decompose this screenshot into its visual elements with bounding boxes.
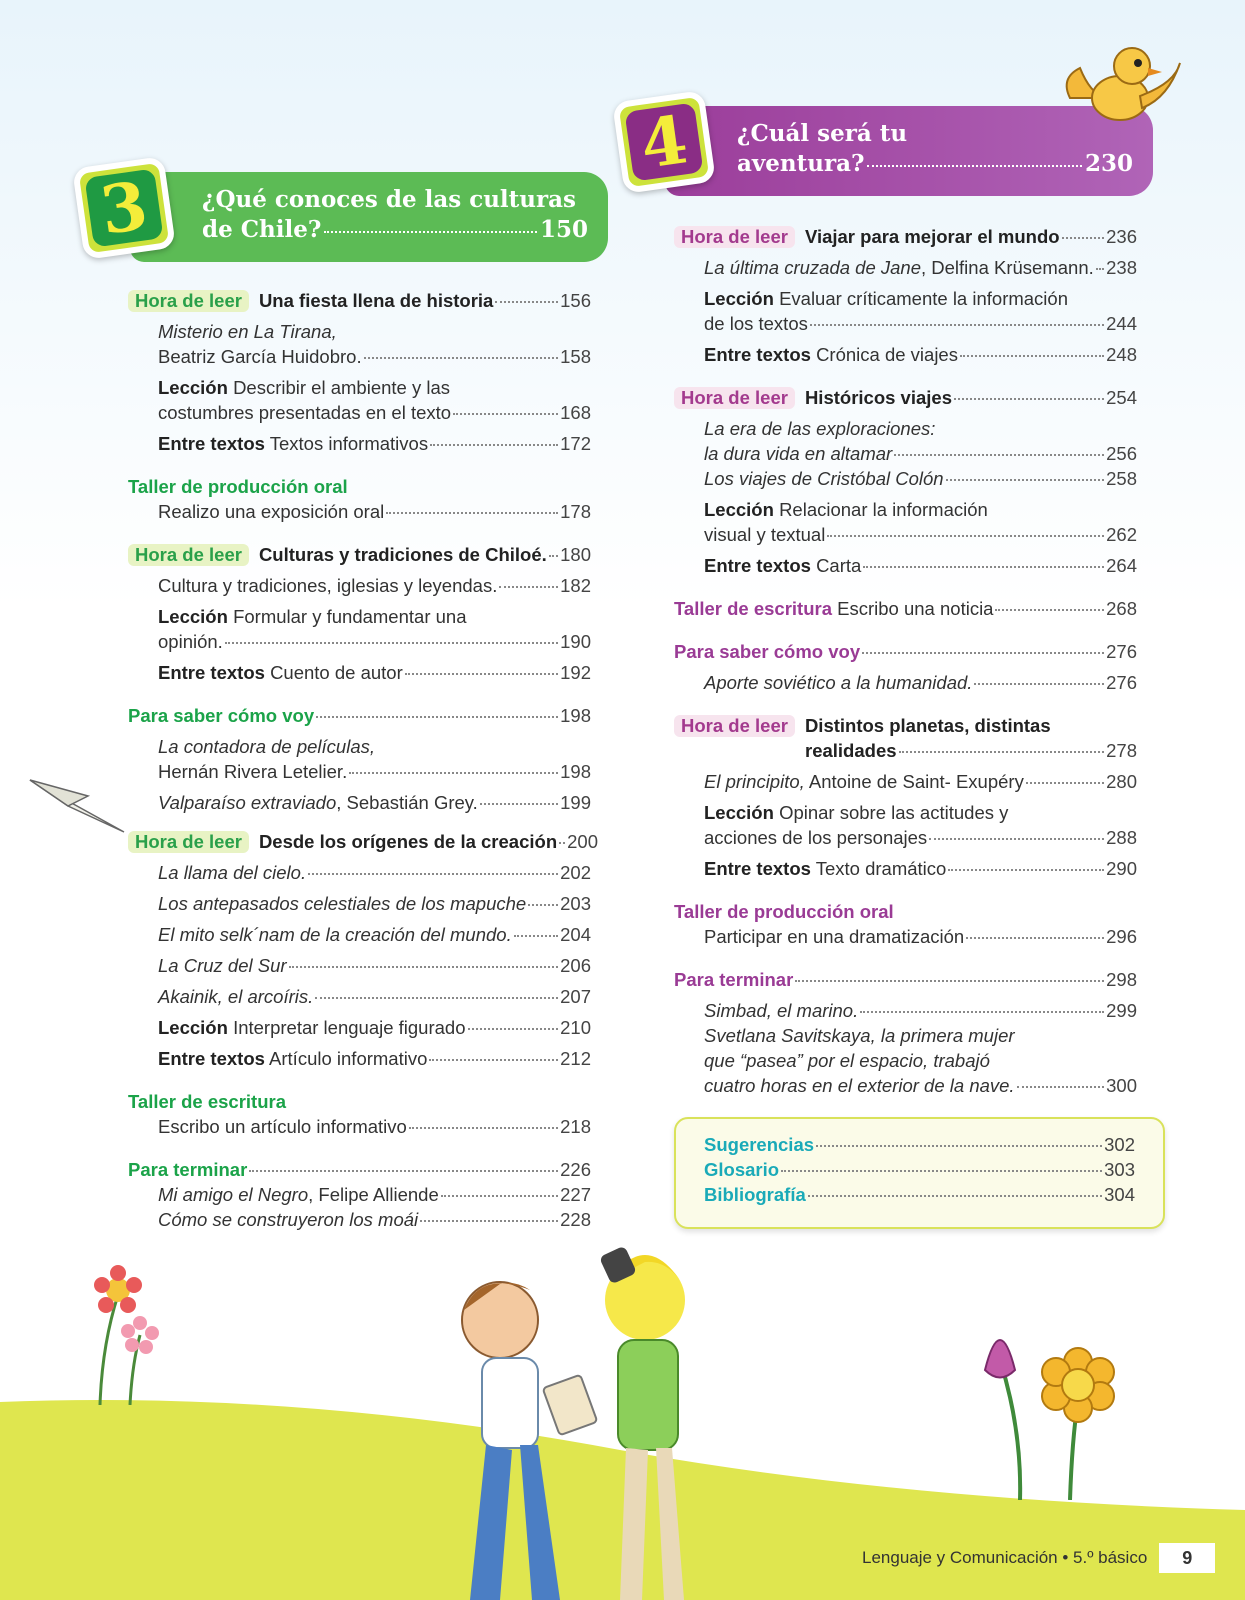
- toc-entry-text: Crónica de viajes: [816, 344, 958, 365]
- unit-4-title-line1: ¿Cuál será tu: [737, 120, 908, 147]
- dot-leader: [549, 555, 558, 557]
- dot-leader: [974, 683, 1104, 685]
- page-number: 210: [560, 1017, 591, 1038]
- toc-entry[interactable]: [674, 998, 1137, 1023]
- toc-entry[interactable]: [128, 344, 591, 369]
- entre-textos-label: Entre textos: [158, 662, 265, 683]
- page-number: 280: [1106, 771, 1137, 792]
- dot-leader: [827, 535, 1104, 537]
- page-number: 199: [560, 792, 591, 813]
- section-title-cont: realidades: [805, 740, 897, 761]
- appendix-label: Glosario: [704, 1159, 780, 1180]
- toc-entry-text: Aporte soviético a la humanidad.: [704, 672, 973, 693]
- toc-entry[interactable]: [674, 553, 1137, 578]
- paper-plane-icon: [28, 776, 128, 836]
- toc-entry[interactable]: [128, 703, 591, 728]
- appendix-entry[interactable]: [704, 1132, 1135, 1157]
- toc-entry[interactable]: [128, 288, 591, 313]
- appendix-entry[interactable]: [704, 1157, 1135, 1182]
- unit-3-badge: [72, 156, 176, 260]
- entre-textos-label: Entre textos: [158, 433, 265, 454]
- dot-leader: [441, 1195, 558, 1197]
- dot-leader: [810, 324, 1104, 326]
- toc-entry-text: Los viajes de Cristóbal Colón: [704, 468, 944, 489]
- toc-entry-text: cuatro horas en el exterior de la nave.: [704, 1075, 1015, 1096]
- dot-leader: [430, 444, 558, 446]
- unit-4-title-line2: [737, 150, 1133, 177]
- toc-entry[interactable]: [674, 967, 1137, 992]
- dot-leader: [954, 398, 1104, 400]
- dot-leader: [867, 165, 1082, 167]
- page-number: 203: [560, 893, 591, 914]
- unit-4-badge: [612, 90, 716, 194]
- hora-de-leer-tag: Hora de leer: [128, 290, 249, 312]
- toc-entry-line: Svetlana Savitskaya, la primera mujer: [704, 1025, 1015, 1046]
- leccion-label: Lección: [158, 377, 228, 398]
- dot-leader: [468, 1028, 559, 1030]
- dot-leader: [1026, 782, 1104, 784]
- page-number: 182: [560, 575, 591, 596]
- toc-entry[interactable]: [674, 596, 1137, 621]
- hora-de-leer-tag: Hora de leer: [674, 387, 795, 409]
- page-number: 158: [560, 346, 591, 367]
- hora-de-leer-tag: Hora de leer: [128, 544, 249, 566]
- toc-entry-text: Escribo un artículo informativo: [158, 1116, 407, 1137]
- unit-3-title-line1: ¿Qué conoces de las culturas: [202, 186, 576, 213]
- page-number: 258: [1106, 468, 1137, 489]
- unit-3-page: 150: [539, 216, 588, 243]
- dot-leader: [795, 980, 1104, 982]
- page-number: 300: [1106, 1075, 1137, 1096]
- appendix-label: Sugerencias: [704, 1134, 815, 1155]
- toc-entry-text: de los textos: [704, 313, 808, 334]
- leccion-label: Lección: [158, 1017, 228, 1038]
- dot-leader: [495, 301, 558, 303]
- hora-de-leer-tag: Hora de leer: [674, 226, 795, 248]
- toc-entry[interactable]: [674, 670, 1137, 695]
- dot-leader: [863, 566, 1104, 568]
- section-title: Distintos planetas, distintas: [804, 715, 1051, 736]
- toc-entry[interactable]: [128, 660, 591, 685]
- toc-right-column: [674, 224, 1137, 1098]
- hora-de-leer-heading[interactable]: [674, 713, 1137, 738]
- section-heading: Para saber cómo voy: [674, 641, 861, 662]
- page-number: 168: [560, 402, 591, 423]
- dot-leader: [781, 1170, 1102, 1172]
- toc-entry-text: Interpretar lenguaje figurado: [233, 1017, 466, 1038]
- leccion-text: Evaluar críticamente la información: [779, 288, 1068, 309]
- toc-entry-text: Escribo una noticia: [837, 598, 994, 619]
- entre-textos-label: Entre textos: [704, 344, 811, 365]
- dot-leader: [862, 652, 1104, 654]
- toc-entry[interactable]: [674, 924, 1137, 949]
- leccion-text: Formular y fundamentar una: [233, 606, 467, 627]
- toc-entry[interactable]: [674, 385, 1137, 410]
- dot-leader: [349, 772, 558, 774]
- dot-leader: [966, 937, 1104, 939]
- dot-leader: [316, 716, 558, 718]
- toc-entry[interactable]: [128, 573, 591, 598]
- section-heading[interactable]: Taller de producción oral: [128, 476, 348, 497]
- leccion-line: [128, 375, 591, 400]
- toc-entry[interactable]: [674, 522, 1137, 547]
- leccion-label: Lección: [704, 499, 774, 520]
- toc-entry-text: Simbad, el marino.: [704, 1000, 859, 1021]
- page-number: 226: [560, 1159, 591, 1180]
- dot-leader: [1096, 268, 1104, 270]
- section-heading: Taller de escritura: [674, 598, 833, 619]
- section-heading: Para terminar: [674, 969, 794, 990]
- toc-entry[interactable]: [128, 1207, 591, 1232]
- flower-icon: [960, 1290, 1140, 1500]
- page-number: 198: [560, 705, 591, 726]
- dot-leader: [429, 1059, 558, 1061]
- page-number: 156: [560, 290, 591, 311]
- page-number: 227: [560, 1184, 591, 1205]
- page-number: 262: [1106, 524, 1137, 545]
- page-number: 236: [1106, 226, 1137, 247]
- flower-icon: [60, 1255, 170, 1405]
- section-title: Culturas y tradiciones de Chiloé.: [258, 544, 547, 565]
- toc-entry[interactable]: [128, 829, 598, 854]
- toc-entry[interactable]: [128, 542, 591, 567]
- toc-entry[interactable]: [128, 891, 591, 916]
- page-number: 207: [560, 986, 591, 1007]
- dot-leader: [1062, 237, 1105, 239]
- page-number: 212: [560, 1048, 591, 1069]
- unit-4-number: 4: [624, 102, 703, 181]
- dot-leader: [860, 1011, 1104, 1013]
- toc-entry-text: Artículo informativo: [269, 1048, 428, 1069]
- toc-entry[interactable]: [674, 856, 1137, 881]
- page-number: 278: [1106, 740, 1137, 761]
- leccion-text: Opinar sobre las actitudes y: [779, 802, 1009, 823]
- dot-leader: [929, 838, 1104, 840]
- page-number: 290: [1106, 858, 1137, 879]
- page-number: 244: [1106, 313, 1137, 334]
- footer-book-title: Lenguaje y Comunicación • 5.º básico: [862, 1548, 1148, 1567]
- page-number: 268: [1106, 598, 1137, 619]
- section-title: Viajar para mejorar el mundo: [804, 226, 1060, 247]
- page-number: 218: [560, 1116, 591, 1137]
- dot-leader: [894, 454, 1104, 456]
- toc-entry-text: visual y textual: [704, 524, 826, 545]
- toc-entry-text: Realizo una exposición oral: [158, 501, 385, 522]
- dot-leader: [405, 673, 558, 675]
- dot-leader: [409, 1127, 558, 1129]
- dot-leader: [948, 869, 1104, 871]
- dot-leader: [946, 479, 1105, 481]
- toc-entry-text: Participar en una dramatización: [704, 926, 965, 947]
- dot-leader: [364, 357, 559, 359]
- page-number: 254: [1106, 387, 1137, 408]
- dot-leader: [453, 413, 558, 415]
- bird-icon: [1050, 38, 1190, 138]
- page-number: 190: [560, 631, 591, 652]
- toc-entry-text: opinión.: [158, 631, 223, 652]
- toc-entry[interactable]: [128, 922, 591, 947]
- leccion-text: Describir el ambiente y las: [233, 377, 451, 398]
- page-number: 288: [1106, 827, 1137, 848]
- dot-leader: [1017, 1086, 1105, 1088]
- dot-leader: [480, 803, 558, 805]
- work-title: Mi amigo el Negro: [158, 1184, 309, 1205]
- page-number: 180: [560, 544, 591, 565]
- page-number: 248: [1106, 344, 1137, 365]
- dot-leader: [816, 1145, 1102, 1147]
- section-heading: Para saber cómo voy: [128, 705, 315, 726]
- page-number-footer: 9: [1159, 1543, 1215, 1573]
- toc-entry-text: Carta: [816, 555, 862, 576]
- page-footer: [862, 1543, 1215, 1573]
- leccion-label: Lección: [158, 606, 228, 627]
- dot-leader: [808, 1195, 1102, 1197]
- toc-entry[interactable]: [674, 466, 1137, 491]
- page-number: 198: [560, 761, 591, 782]
- dot-leader: [514, 935, 558, 937]
- leccion-line: [128, 604, 591, 629]
- page-number: 299: [1106, 1000, 1137, 1021]
- dot-leader: [559, 842, 565, 844]
- toc-entry[interactable]: [128, 860, 591, 885]
- dot-leader: [960, 355, 1104, 357]
- entre-textos-label: Entre textos: [158, 1048, 265, 1069]
- toc-entry[interactable]: [674, 224, 1137, 249]
- toc-entry[interactable]: [674, 1073, 1137, 1098]
- page-number: 228: [560, 1209, 591, 1230]
- author: Antoine de Saint- Exupéry: [804, 771, 1024, 792]
- unit-3-title-text: de Chile?: [202, 216, 322, 243]
- page-number: 200: [567, 831, 598, 852]
- page-number: 206: [560, 955, 591, 976]
- page-number: 276: [1106, 641, 1137, 662]
- dot-leader: [420, 1220, 558, 1222]
- page-number: 172: [560, 433, 591, 454]
- author: , Delfina Krüsemann.: [921, 257, 1094, 278]
- page-number: 256: [1106, 443, 1137, 464]
- toc-entry[interactable]: [674, 738, 1137, 763]
- toc-entry[interactable]: [128, 431, 591, 456]
- toc-entry-text: la dura vida en altamar: [704, 443, 893, 464]
- toc-entry[interactable]: [674, 825, 1137, 850]
- page-number: 302: [1104, 1134, 1135, 1155]
- work-title: La última cruzada de Jane: [704, 257, 921, 278]
- toc-entry-text: Cómo se construyeron los moái: [158, 1209, 419, 1230]
- page-number: 204: [560, 924, 591, 945]
- page-number: 264: [1106, 555, 1137, 576]
- toc-entry-text: Texto dramático: [815, 858, 947, 879]
- toc-entry-line: La era de las exploraciones:: [704, 418, 936, 439]
- dot-leader: [528, 904, 558, 906]
- page-number: 192: [560, 662, 591, 683]
- dot-leader: [386, 512, 558, 514]
- toc-entry-text: Los antepasados celestiales de los mapuche: [158, 893, 527, 914]
- toc-entry-text: El mito selk´nam de la creación del mundo.: [158, 924, 512, 945]
- dot-leader: [499, 586, 558, 588]
- section-title: Una fiesta llena de historia: [258, 290, 494, 311]
- toc-entry[interactable]: [674, 342, 1137, 367]
- dot-leader: [225, 642, 558, 644]
- unit-4-title-text: aventura?: [737, 150, 865, 177]
- dot-leader: [289, 966, 559, 968]
- entre-textos-label: Entre textos: [704, 555, 811, 576]
- author: , Felipe Alliende: [308, 1184, 439, 1205]
- unit-3-number: 3: [84, 168, 163, 247]
- entre-textos-label: Entre textos: [704, 858, 811, 879]
- toc-entry-text: Beatriz García Huidobro.: [158, 346, 362, 367]
- section-heading[interactable]: Taller de escritura: [128, 1091, 287, 1112]
- section-title: Históricos viajes: [804, 387, 952, 408]
- toc-entry-line: Misterio en La Tirana,: [158, 321, 337, 342]
- appendix-box: [674, 1117, 1165, 1229]
- unit-4-page: 230: [1084, 150, 1133, 177]
- author: , Sebastián Grey.: [336, 792, 478, 813]
- dot-leader: [899, 751, 1105, 753]
- page-number: 304: [1104, 1184, 1135, 1205]
- work-title: Valparaíso extraviado: [158, 792, 337, 813]
- toc-entry-line: que “pasea” por el espacio, trabajó: [704, 1050, 990, 1071]
- toc-entry[interactable]: [674, 441, 1137, 466]
- page-number: 303: [1104, 1159, 1135, 1180]
- toc-entry[interactable]: [128, 400, 591, 425]
- leccion-label: Lección: [704, 802, 774, 823]
- page-number: 296: [1106, 926, 1137, 947]
- leccion-line: [674, 800, 1137, 825]
- leccion-text: Relacionar la información: [779, 499, 988, 520]
- section-heading: Para terminar: [128, 1159, 248, 1180]
- page-number: 202: [560, 862, 591, 883]
- dot-leader: [315, 997, 558, 999]
- toc-entry[interactable]: [128, 953, 591, 978]
- toc-entry-text: Akainik, el arcoíris.: [158, 986, 314, 1007]
- toc-left-column: [128, 288, 598, 1232]
- toc-entry-text: Cultura y tradiciones, iglesias y leyendas.: [158, 575, 498, 596]
- leccion-label: Lección: [704, 288, 774, 309]
- toc-entry[interactable]: [674, 311, 1137, 336]
- section-heading[interactable]: Taller de producción oral: [674, 901, 894, 922]
- toc-entry[interactable]: [128, 790, 591, 815]
- page-number: 276: [1106, 672, 1137, 693]
- toc-entry-text: costumbres presentadas en el texto: [158, 402, 452, 423]
- toc-entry-text: Hernán Rivera Letelier.: [158, 761, 348, 782]
- children-illustration: [420, 1240, 740, 1600]
- work-title: El principito,: [704, 771, 805, 792]
- hora-de-leer-tag: Hora de leer: [674, 715, 795, 737]
- toc-entry[interactable]: [128, 1157, 591, 1182]
- appendix-label: Bibliografía: [704, 1184, 806, 1205]
- page-number: 298: [1106, 969, 1137, 990]
- page-number: 238: [1106, 257, 1137, 278]
- toc-entry-text: Cuento de autor: [270, 662, 403, 683]
- page-number: 178: [560, 501, 591, 522]
- toc-entry[interactable]: [128, 1114, 591, 1139]
- toc-entry[interactable]: [128, 1182, 591, 1207]
- toc-entry-text: acciones de los personajes: [704, 827, 928, 848]
- toc-entry-line: La contadora de películas,: [158, 736, 376, 757]
- toc-entry[interactable]: [128, 759, 591, 784]
- toc-entry-text: La Cruz del Sur: [158, 955, 287, 976]
- dot-leader: [308, 873, 558, 875]
- dot-leader: [995, 609, 1104, 611]
- hora-de-leer-tag: Hora de leer: [128, 831, 249, 853]
- toc-entry[interactable]: [128, 984, 591, 1009]
- toc-entry[interactable]: [128, 1015, 591, 1040]
- leccion-line: [674, 497, 1137, 522]
- toc-entry[interactable]: [128, 1046, 591, 1071]
- toc-entry-text: La llama del cielo.: [158, 862, 307, 883]
- dot-leader: [249, 1170, 558, 1172]
- toc-entry[interactable]: [674, 639, 1137, 664]
- toc-entry[interactable]: [674, 255, 1137, 280]
- toc-entry-text: Textos informativos: [269, 433, 429, 454]
- unit-3-title-line2: [202, 216, 588, 243]
- unit-3-banner: [130, 172, 608, 262]
- leccion-line: [674, 286, 1137, 311]
- toc-entry[interactable]: [674, 769, 1137, 794]
- toc-entry[interactable]: [128, 499, 591, 524]
- appendix-entry[interactable]: [704, 1182, 1135, 1207]
- dot-leader: [324, 231, 537, 233]
- section-title: Desde los orígenes de la creación: [258, 831, 558, 852]
- toc-entry[interactable]: [128, 629, 591, 654]
